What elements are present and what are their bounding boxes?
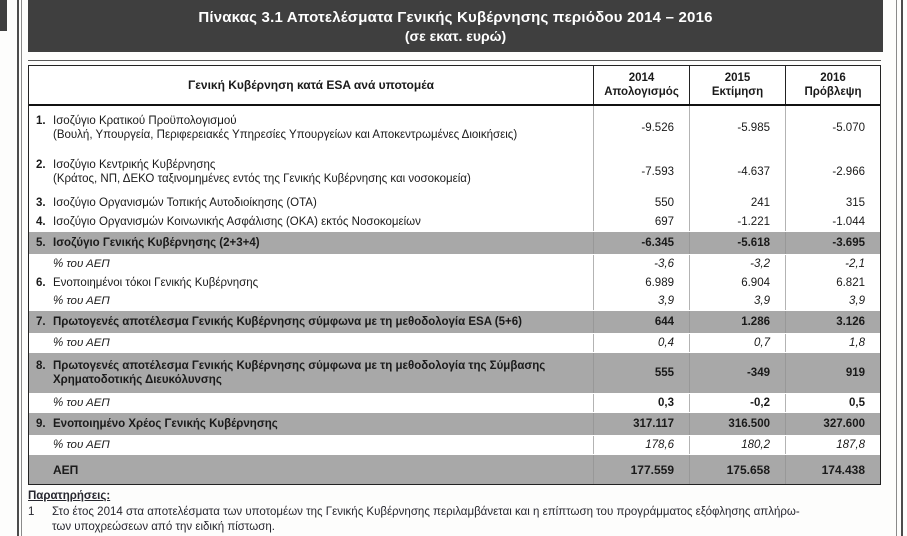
general-government-table <box>28 65 881 485</box>
row-label: % του ΑΕΠ <box>53 258 110 270</box>
table-header-row <box>29 66 880 106</box>
table-row <box>29 193 880 212</box>
row-label-cell <box>29 255 593 273</box>
value-2014: 644 <box>593 311 689 333</box>
row-label-cell <box>29 311 593 333</box>
row-number <box>36 463 53 477</box>
value-2016: -3.695 <box>785 232 880 254</box>
row-number: 2. <box>36 158 46 171</box>
row-label-sub: (Κράτος, ΝΠ, ΔΕΚΟ ταξινομημένες εντός της Γενικής Κυβέρνησης και νοσοκομεία) <box>53 172 471 185</box>
row-label: Ισοζύγιο Κεντρικής Κυβέρνησης <box>53 158 216 171</box>
row-label: Ενοποιημένοι τόκοι Γενικής Κυβέρνησης <box>53 276 259 289</box>
header-sub: Εκτίμηση <box>711 86 764 98</box>
row-label: Πρωτογενές αποτέλεσμα Γενικής Κυβέρνησης σύμφωνα με τη μεθοδολογία ESA (5+6) <box>53 316 522 328</box>
row-label-cell <box>29 334 593 352</box>
row-number <box>36 336 53 350</box>
value-2015: -5.618 <box>689 232 785 254</box>
table-title-units: (σε εκατ. ευρώ) <box>404 27 507 44</box>
table-row <box>29 212 880 231</box>
header-sub: Πρόβλεψη <box>804 86 862 98</box>
row-number: 5. <box>36 237 46 249</box>
row-label-cell <box>29 193 593 212</box>
value-2014: 6.989 <box>593 273 689 292</box>
row-label: Ισοζύγιο Γενικής Κυβέρνησης (2+3+4) <box>53 237 260 249</box>
value-2016: 315 <box>785 193 880 212</box>
value-2016: 1,8 <box>785 334 880 352</box>
value-2016: 187,8 <box>785 436 880 454</box>
row-label: % του ΑΕΠ <box>53 337 110 349</box>
value-2016: 3.126 <box>785 311 880 333</box>
row-label: Ενοποιημένο Χρέος Γενικής Κυβέρνησης <box>53 418 278 430</box>
note-text-line2: των υποχρεώσεων από την ειδική πίστωση. <box>52 520 275 533</box>
value-2015: -3,2 <box>689 255 785 273</box>
value-2015: 175.658 <box>689 455 785 484</box>
note-number: 1 <box>28 506 35 518</box>
value-2014: 317.117 <box>593 413 689 435</box>
row-label: % του ΑΕΠ <box>53 397 110 409</box>
page-border-right-inner <box>896 0 897 536</box>
row-label-cell <box>29 212 593 231</box>
value-2014: 0,3 <box>593 394 689 412</box>
value-2015: -0,2 <box>689 394 785 412</box>
header-col-2015 <box>689 66 785 104</box>
value-2015: 180,2 <box>689 436 785 454</box>
table-row <box>29 106 880 150</box>
value-2016: 0,5 <box>785 394 880 412</box>
value-2014: 550 <box>593 193 689 212</box>
page-border-right-outer <box>901 0 903 536</box>
row-label: % του ΑΕΠ <box>53 295 110 307</box>
value-2016: -1.044 <box>785 212 880 231</box>
page-border-left-outer <box>17 0 19 536</box>
value-2015: 3,9 <box>689 292 785 310</box>
value-2015: 241 <box>689 193 785 212</box>
row-label-cell <box>29 436 593 454</box>
row-number <box>36 438 53 452</box>
value-2016: 3,9 <box>785 292 880 310</box>
table-title: Πίνακας 3.1 Αποτελέσματα Γενικής Κυβέρνησης περιόδου 2014 – 2016 <box>198 8 713 26</box>
row-label-sub: (Βουλή, Υπουργεία, Περιφερειακές Υπηρεσίες Υπουργείων και Αποκεντρωμένες Διοικήσεις) <box>53 129 518 141</box>
table-row <box>29 352 880 394</box>
value-2015: -1.221 <box>689 212 785 231</box>
value-2015: 316.500 <box>689 413 785 435</box>
table-body <box>29 106 880 484</box>
value-2016: 6.821 <box>785 273 880 292</box>
header-year: 2015 <box>724 72 751 84</box>
row-label-cell <box>29 232 593 254</box>
table-row <box>29 310 880 334</box>
row-number: 3. <box>36 196 46 209</box>
table-row <box>29 412 880 436</box>
row-label: Ισοζύγιο Κρατικού Προϋπολογισμού <box>53 115 237 127</box>
value-2014: 697 <box>593 212 689 231</box>
row-label-cell <box>29 150 593 193</box>
table-row <box>29 454 880 484</box>
value-2016: -5.070 <box>785 106 880 150</box>
value-2016: 919 <box>785 353 880 393</box>
table-row <box>29 273 880 292</box>
row-number: 1. <box>36 115 46 127</box>
row-label-sub: Χρηματοδοτικής Διευκόλυνσης <box>53 374 222 386</box>
row-number <box>36 396 53 410</box>
value-2014: 3,9 <box>593 292 689 310</box>
value-2014: 178,6 <box>593 436 689 454</box>
table-row <box>29 150 880 193</box>
page-border-left-inner <box>21 0 22 536</box>
value-2015: -4.637 <box>689 150 785 193</box>
row-label: Ισοζύγιο Οργανισμών Τοπικής Αυτοδιοίκησης (ΟΤΑ) <box>53 196 317 209</box>
table-row <box>29 334 880 352</box>
header-col-2016 <box>785 66 880 104</box>
value-2014: 177.559 <box>593 455 689 484</box>
header-year: 2014 <box>628 72 655 84</box>
cropped-element-stub <box>0 0 7 31</box>
note-text <box>52 505 888 534</box>
row-number <box>36 257 53 271</box>
note-text-line1: Στο έτος 2014 στα αποτελέσματα των υποτομέων της Γενικής Κυβέρνησης περιλαμβάνεται και η επίπτωση του προγράμματος εξόφλησης απλήρω- <box>52 506 800 518</box>
table-row <box>29 231 880 255</box>
row-number <box>36 294 53 308</box>
row-number: 6. <box>36 276 46 289</box>
value-2014: -9.526 <box>593 106 689 150</box>
row-label-cell <box>29 292 593 310</box>
row-label-cell <box>29 394 593 412</box>
value-2016: 174.438 <box>785 455 880 484</box>
value-2015: 0,7 <box>689 334 785 352</box>
row-label-cell <box>29 413 593 435</box>
notes-heading: Παρατηρήσεις: <box>28 490 111 502</box>
row-label-cell <box>29 106 593 150</box>
value-2016: 327.600 <box>785 413 880 435</box>
header-topic: Γενική Κυβέρνηση κατά ESA ανά υποτομέα <box>187 78 434 92</box>
row-label-cell <box>29 455 593 484</box>
value-2014: 0,4 <box>593 334 689 352</box>
value-2014: 555 <box>593 353 689 393</box>
row-label-cell <box>29 353 593 393</box>
row-number: 7. <box>36 316 46 328</box>
table-top-rule <box>28 60 881 61</box>
value-2016: -2,1 <box>785 255 880 273</box>
value-2015: -5.985 <box>689 106 785 150</box>
value-2014: -3,6 <box>593 255 689 273</box>
table-row <box>29 292 880 310</box>
row-label: Ισοζύγιο Οργανισμών Κοινωνικής Ασφάλισης (ΟΚΑ) εκτός Νοσοκομείων <box>53 215 421 228</box>
row-number: 4. <box>36 215 46 228</box>
notes-section <box>28 490 888 534</box>
row-label-cell <box>29 273 593 292</box>
table-title-bar <box>28 0 883 52</box>
row-label: % του ΑΕΠ <box>53 439 110 451</box>
table-row <box>29 255 880 273</box>
row-label: Πρωτογενές αποτέλεσμα Γενικής Κυβέρνησης σύμφωνα με τη μεθοδολογία της Σύμβασης <box>53 360 546 372</box>
header-sub: Απολογισμός <box>604 86 679 98</box>
header-year: 2016 <box>820 72 846 84</box>
header-col-2014 <box>593 66 689 104</box>
table-row <box>29 436 880 454</box>
value-2015: 6.904 <box>689 273 785 292</box>
row-number: 8. <box>36 360 46 372</box>
value-2014: -6.345 <box>593 232 689 254</box>
value-2015: -349 <box>689 353 785 393</box>
value-2016: -2.966 <box>785 150 880 193</box>
value-2014: -7.593 <box>593 150 689 193</box>
value-2015: 1.286 <box>689 311 785 333</box>
table-row <box>29 394 880 412</box>
row-number: 9. <box>36 418 46 430</box>
row-label: ΑΕΠ <box>53 462 79 477</box>
note-item <box>28 505 888 534</box>
